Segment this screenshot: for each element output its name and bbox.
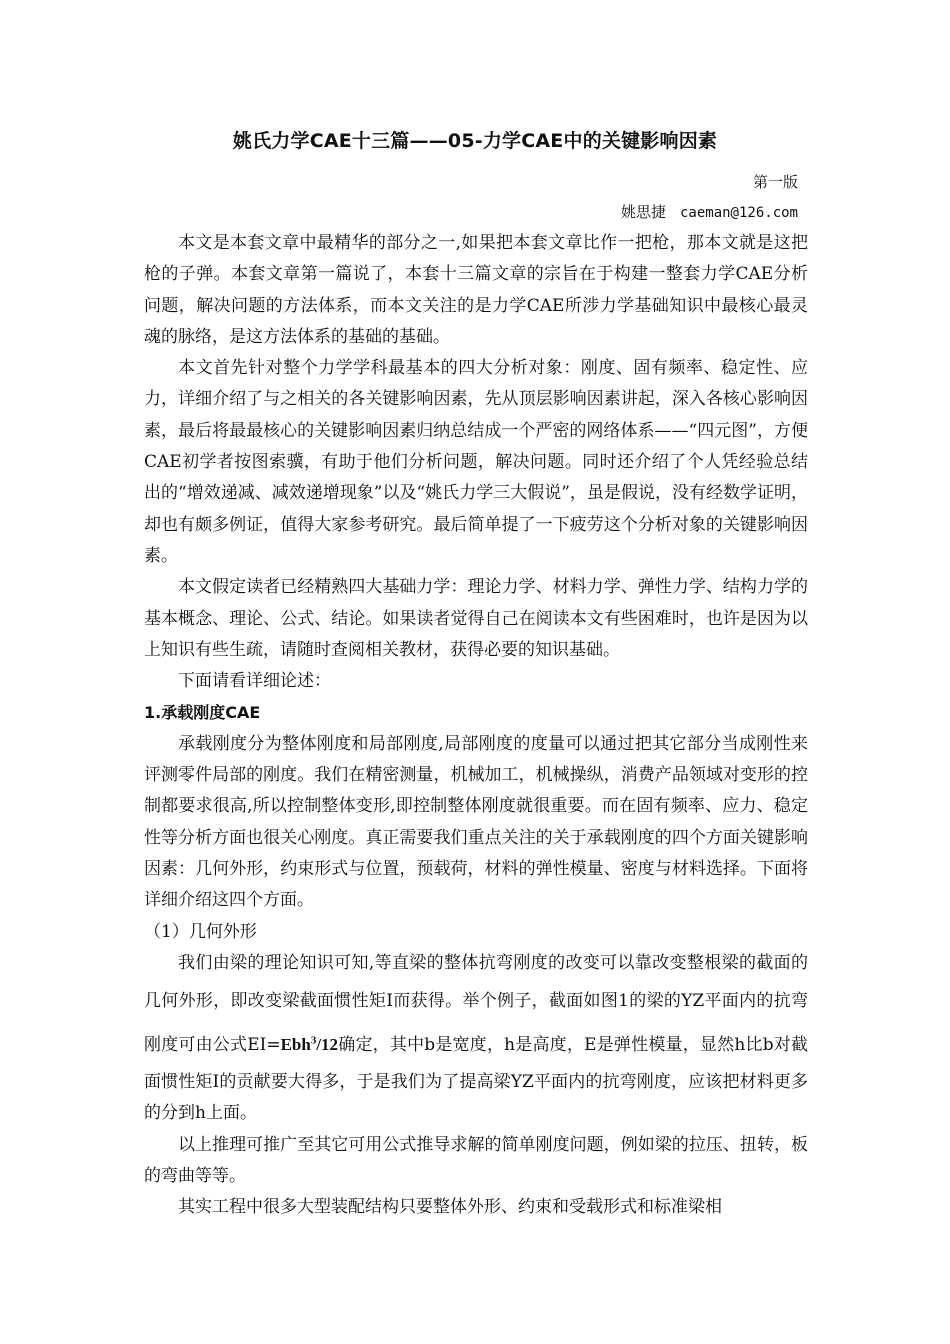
paragraph-overview: 本文首先针对整个力学学科最基本的四大分析对象：刚度、固有频率、稳定性、应力，详细介绍了与之相关的各关键影响因素，先从顶层影响因素讲起，深入各核心影响因素，最后将最最核心的关键影响因素归纳总结成一个严密的网络体系——“四元图”，方便CAE初学者按图索骥，有助于他们分析问题，解决问题。同时还介绍了个人凭经验总结出的“增效递减、减效递增现象”以及“姚氏力学三大假说”，虽是假说，没有经数学证明，却也有颇多例证，值得大家参考研究。最后简单提了一下疲劳这个分析对象的关键影响因素。 xyxy=(144,358,808,566)
author-name: 姚思捷 xyxy=(620,203,666,221)
document-version: 第一版 xyxy=(752,173,798,191)
geometry-text-c: 确定，其中b是宽度，h是高度， xyxy=(338,1035,585,1056)
paragraph-transition: 下面请看详细论述： xyxy=(178,671,331,692)
paragraph-geometry xyxy=(144,948,808,1130)
document-body xyxy=(144,228,808,1224)
paragraph-generalize: 以上推理可推广至其它可用公式推导求解的简单刚度问题，例如梁的拉压、扭转，板的弯曲等等。 xyxy=(144,1134,808,1187)
geometry-text-d: E是弹性模量，显然h比b对截面惯性矩I的贡献要大得多，于是我们为了提高梁YZ平面内的抗弯刚度，应该把材料更多的分到h上面。 xyxy=(144,1035,808,1124)
paragraph-assumption: 本文假定读者已经精熟四大基础力学：理论力学、材料力学、弹性力学、结构力学的基本概念、理论、公式、结论。如果读者觉得自己在阅读本文有些困难时，也许是因为以上知识有些生疏，请随时查阅相关教材，获得必要的知识基础。 xyxy=(144,577,808,660)
paragraph-engineering: 其实工程中很多大型装配结构只要整体外形、约束和受载形式和标准梁相 xyxy=(178,1197,722,1218)
document-title: 姚氏力学CAE十三篇——05-力学CAE中的关键影响因素 xyxy=(232,130,718,152)
paragraph-intro: 本文是本套文章中最精华的部分之一,如果把本套文章比作一把枪，那本文就是这把枪的子弹。本套文章第一篇说了，本套十三篇文章的宗旨在于构建一整套力学CAE分析问题，解决问题的方法体系，而本文关注的是力学CAE所涉力学基础知识中最核心最灵魂的脉络，是这方法体系的基础的基础。 xyxy=(144,233,808,347)
geometry-text-b: 的YZ平面内的抗弯刚度可由公式EI= xyxy=(144,991,808,1056)
subsection-heading-1: （1）几何外形 xyxy=(144,921,257,942)
paragraph-stiffness: 承载刚度分为整体刚度和局部刚度,局部刚度的度量可以通过把其它部分当成刚性来评测零件局部的刚度。我们在精密测量，机械加工，机械操纵，消费产品领域对变形的控制都要求很高,所以控制整体变形,即控制整体刚度就很重要。而在固有频率、应力、稳定性等分析方面也很关心刚度。真正需要我们重点关注的关于承载刚度的四个方面关键影响因素：几何外形，约束形式与位置，预载荷，材料的弹性模量、密度与材料选择。下面将详细介绍这四个方面。 xyxy=(144,733,808,911)
stiffness-formula: Ebh$^3$/12 xyxy=(280,1034,339,1055)
author-email: caeman@126.com xyxy=(679,205,798,221)
geometry-text-a: 我们由梁的理论知识可知,等直梁的整体抗弯刚度的改变可以靠改变整根梁的截面的几何外形，即改变梁截面惯性矩I而获得。举个例子，截面如图1的梁 xyxy=(144,952,808,1012)
author-line xyxy=(621,201,798,222)
section-heading-1: 1.承载刚度CAE xyxy=(144,703,261,723)
